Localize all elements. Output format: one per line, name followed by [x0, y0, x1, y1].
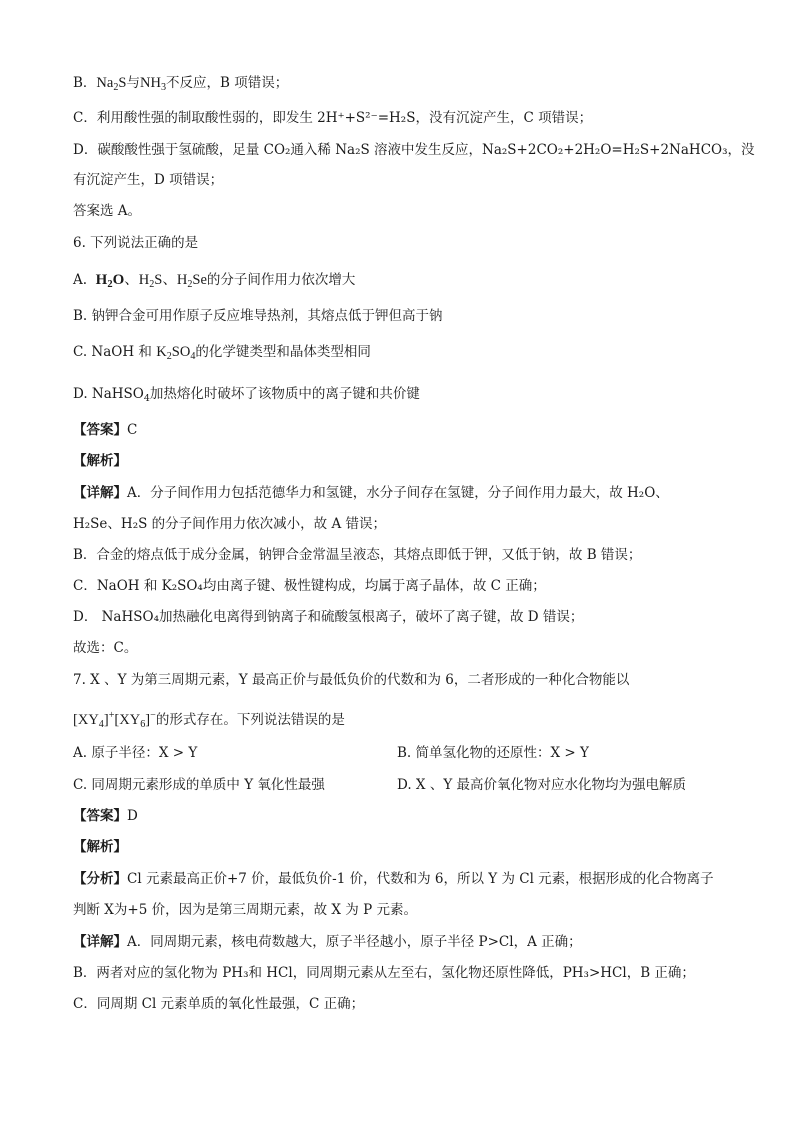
q6-detail-a-line2: H₂Se、H₂S 的分子间作用力依次减小，故 A 错误； — [73, 516, 386, 532]
q5-option-d-explanation-line2: 有沉淀产生，D 项错误； — [73, 172, 224, 188]
formula-h2o: $H_2O$ — [95, 272, 125, 290]
q5-b-prefix: B． — [73, 75, 97, 91]
q7-stem-line1: 7. X 、Y 为第三周期元素，Y 最高正价与最低负价的代数和为 6，二者形成的一种化合物能以 — [73, 672, 630, 688]
q7-detail-b: B．两者对应的氢化物为 PH₃和 HCl，同周期元素从左至右，氢化物还原性降低，PH₃>HCl，B 正确； — [73, 965, 695, 981]
q7-stem-line2: $[XY_4]^+[XY_6]^-$的形式存在。下列说法错误的是 — [73, 710, 345, 730]
formula-h2s: 、$H_2S$ — [124, 272, 163, 290]
q6-detail-d: D． NaHSO₄加热融化电离得到钠离子和硫酸氢根离子，破坏了离子键，故 D 错误； — [73, 609, 584, 625]
q5-option-b-explanation: B．$Na_2S$与$NH_3$不反应，B 项错误； — [73, 75, 289, 93]
q6-option-c: C. NaOH 和 $K_2SO_4$的化学键类型和晶体类型相同 — [73, 344, 371, 362]
q6-option-b: B. 钠钾合金可用作原子反应堆导热剂，其熔点低于钾但高于钠 — [73, 308, 443, 324]
formula-h2se: 、$H_2Se$ — [162, 272, 207, 290]
q7-fenxi-line1: 【分析】Cl 元素最高正价+7 价，最低负价-1 价，代数和为 6，所以 Y 为 Cl 元素，根据形成的化合物离子 — [73, 871, 714, 887]
q7-option-c: C. 同周期元素形成的单质中 Y 氧化性最强 — [73, 777, 325, 793]
q6-detail-b: B．合金的熔点低于成分金属，钠钾合金常温呈液态，其熔点即低于钾，又低于钠，故 B 错误； — [73, 547, 642, 563]
formula-na2s: $Na_2S$ — [96, 75, 127, 93]
q7-options-row2 — [73, 775, 733, 795]
q6-stem: 6. 下列说法正确的是 — [73, 235, 199, 251]
answer-label: 【答案】 — [73, 422, 127, 438]
q7-answer: 【答案】D — [73, 808, 138, 824]
q7-detail-a: 【详解】A．同周期元素，核电荷数越大，原子半径越小，原子半径 P>Cl，A 正确； — [73, 934, 582, 950]
q7-option-b: B. 简单氢化物的还原性：X > Y — [397, 745, 589, 761]
q5-answer: 答案选 A。 — [73, 203, 142, 219]
formula-xy4-cation: $[XY_4]^+$ — [73, 710, 115, 730]
q7-analysis-label: 【解析】 — [73, 839, 127, 855]
q5-option-c-explanation: C．利用酸性强的制取酸性弱的，即发生 2H⁺+S²⁻=H₂S，没有沉淀产生，C 项错误； — [73, 110, 593, 126]
q7-fenxi-line2: 判断 X为+5 价，因为是第三周期元素，故 X 为 P 元素。 — [73, 902, 417, 918]
q6-conclusion: 故选：C。 — [73, 640, 138, 656]
q7-options-row1 — [73, 743, 733, 763]
q6-detail-c: C．NaOH 和 K₂SO₄均由离子键、极性键构成，均属于离子晶体，故 C 正确； — [73, 578, 546, 594]
formula-xy6-anion: $[XY_6]^-$ — [114, 710, 156, 730]
formula-nh3: $NH_3$ — [139, 75, 166, 93]
formula-k2so4: $K_2SO_4$ — [156, 344, 196, 362]
q6-detail-a-line1: 【详解】A．分子间作用力包括范德华力和氢键，水分子间存在氢键，分子间作用力最大，故 H₂O、 — [73, 485, 669, 501]
q7-option-a: A. 原子半径：X > Y — [73, 745, 198, 761]
q6-option-d: D. NaHSO$_4$加热熔化时破坏了该物质中的离子键和共价键 — [73, 386, 420, 404]
answer-value: C — [127, 422, 138, 438]
q5-option-d-explanation-line1: D．碳酸酸性强于氢硫酸，足量 CO₂通入稀 Na₂S 溶液中发生反应，Na₂S+2CO₂+2H₂O=H₂S+2NaHCO₃，没 — [73, 142, 755, 158]
q6-answer — [73, 420, 137, 440]
q7-detail-c: C．同周期 Cl 元素单质的氧化性最强，C 正确； — [73, 996, 365, 1012]
q6-option-a: A. $H_2O$、$H_2S$、$H_2Se$的分子间作用力依次增大 — [73, 272, 356, 290]
q6-analysis-label: 【解析】 — [73, 453, 127, 469]
q7-option-d: D. X 、Y 最高价氧化物对应水化物均为强电解质 — [397, 777, 687, 793]
